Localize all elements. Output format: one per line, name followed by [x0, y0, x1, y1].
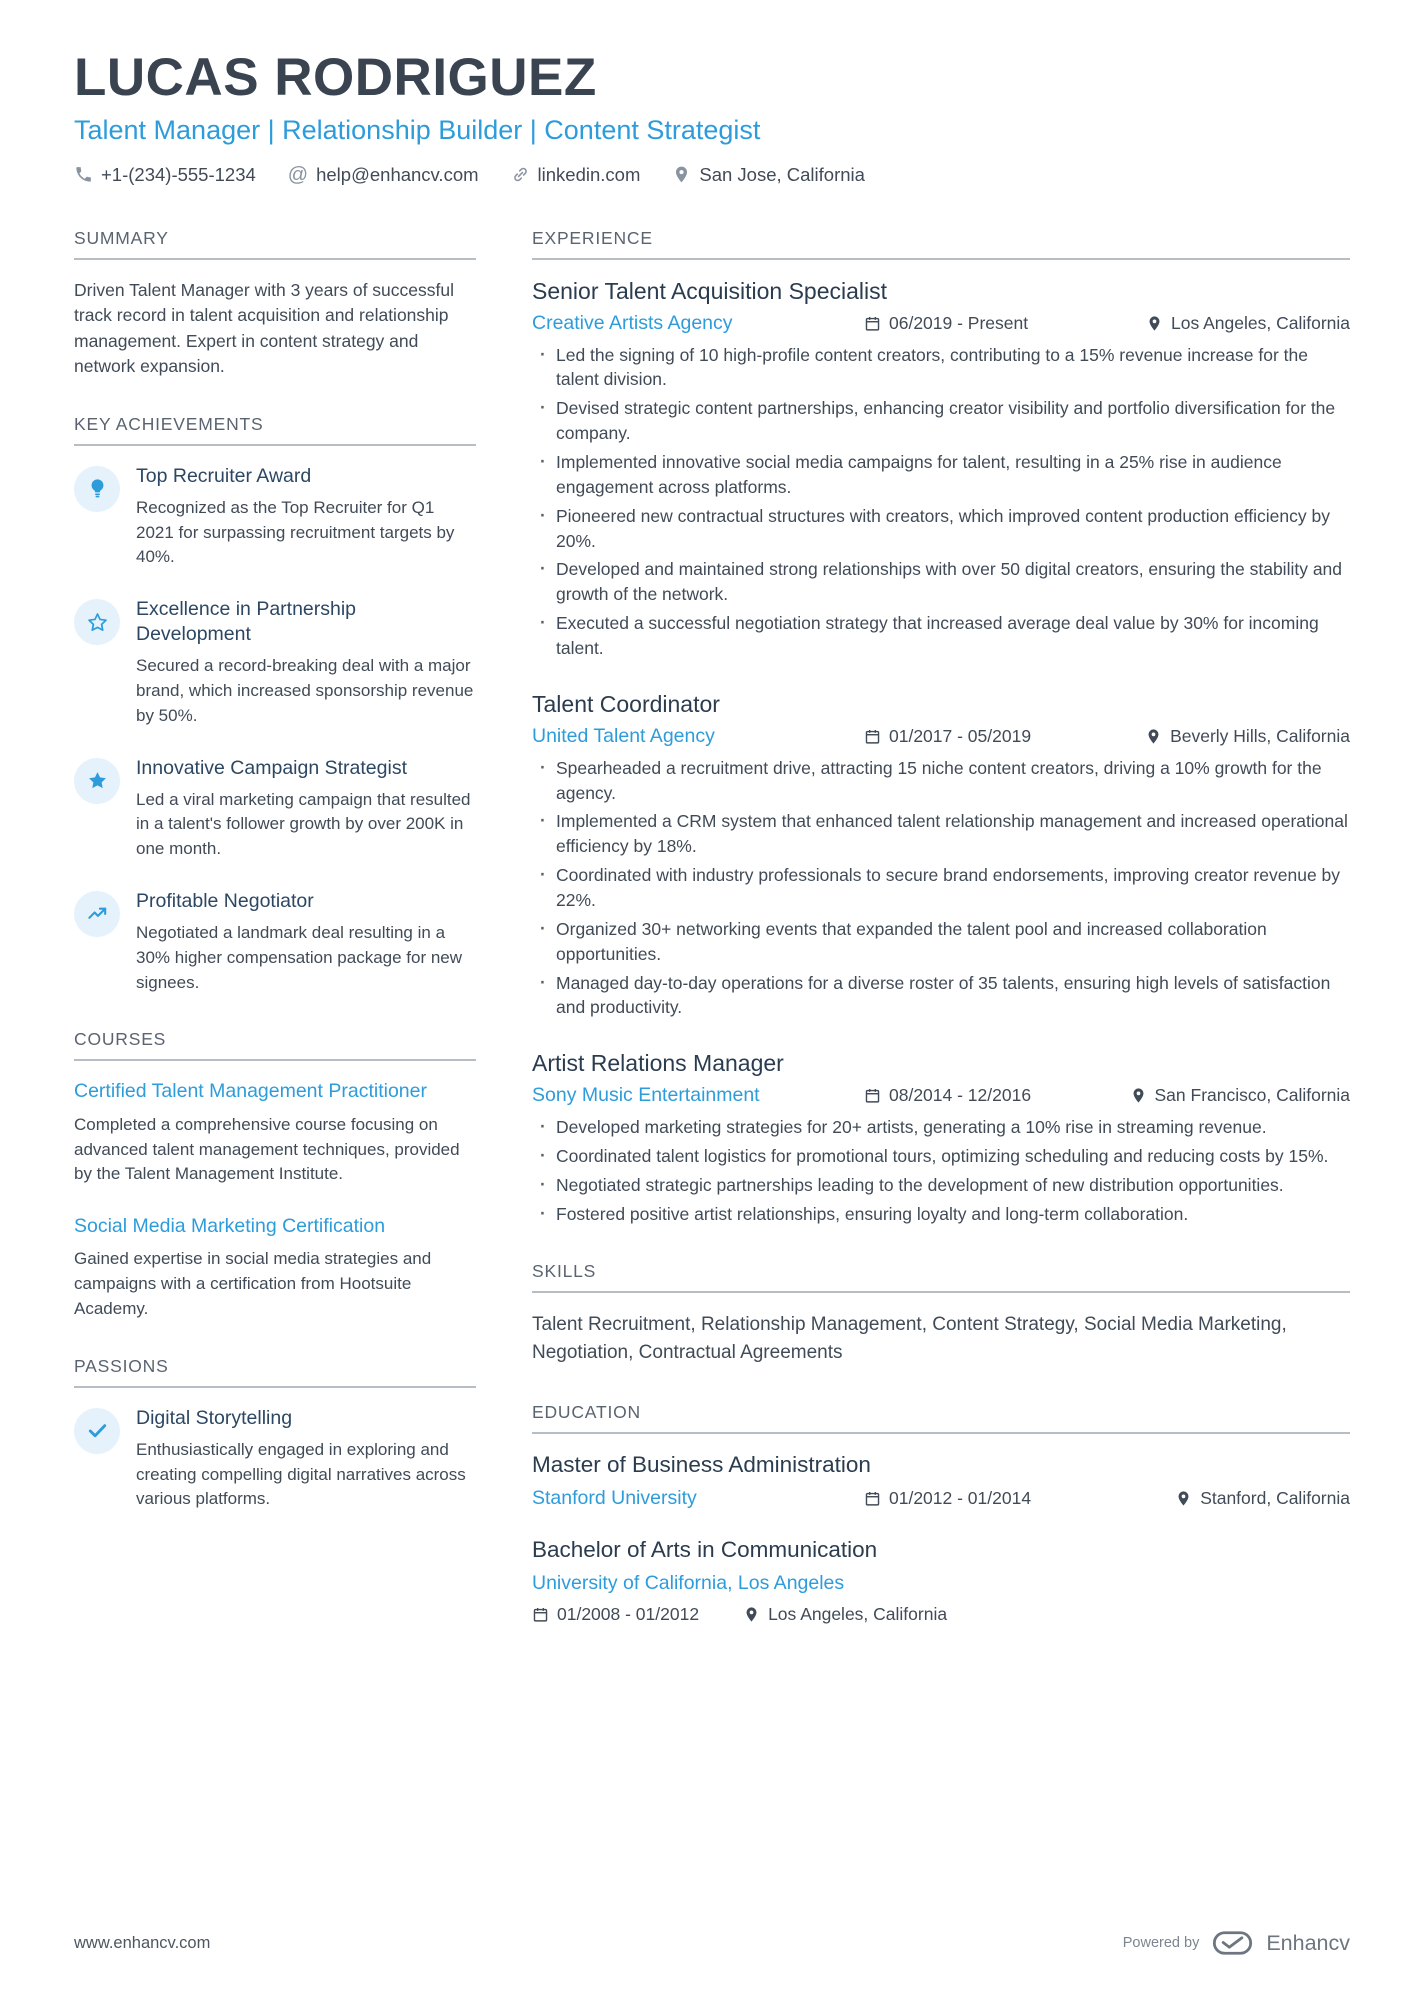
experience-section	[532, 228, 1350, 1227]
company-name: Sony Music Entertainment	[532, 1084, 760, 1107]
person-name: LUCAS RODRIGUEZ	[74, 48, 597, 107]
passion-text: Enthusiastically engaged in exploring and creating compelling digital narratives across various platforms.	[136, 1439, 466, 1509]
website-link[interactable]: www.enhancv.com	[74, 1933, 211, 1952]
job-dates-text: 06/2019 - Present	[889, 312, 1029, 333]
contact-linkedin-text[interactable]: linkedin.com	[537, 163, 641, 185]
school-name: Stanford University	[532, 1486, 697, 1509]
job-location	[1146, 313, 1350, 334]
experience-bullet: · Developed marketing strategies for 20+ artists, generating a 10% rise in streaming revenue.	[532, 1115, 1350, 1140]
key-achievements-heading: KEY ACHIEVEMENTS	[74, 414, 476, 446]
skills-section	[532, 1261, 1350, 1368]
education-section	[532, 1402, 1350, 1625]
passion-item	[74, 1406, 476, 1512]
calendar-icon	[532, 1606, 549, 1623]
experience-bullet: · Coordinated with industry professionals to secure brand endorsements, improving creator revenue by 22%.	[532, 863, 1350, 913]
job-entry	[532, 278, 1350, 661]
achievement-item	[74, 889, 476, 995]
achievement-body	[136, 597, 476, 728]
achievement-title: Excellence in Partnership Development	[136, 598, 357, 646]
achievement-item	[74, 464, 476, 570]
star-outline-icon	[74, 599, 120, 645]
contact-row	[74, 164, 1350, 186]
education-location-text: Stanford, California	[1200, 1487, 1350, 1508]
location-icon	[1146, 315, 1163, 332]
content-columns	[74, 228, 1350, 1659]
job-dates	[864, 313, 1146, 334]
calendar-icon	[864, 1087, 881, 1104]
education-location	[743, 1604, 947, 1625]
calendar-icon	[864, 728, 881, 745]
location-icon	[743, 1606, 760, 1623]
phone-icon	[74, 165, 93, 184]
experience-bullet: · Devised strategic content partnerships, enhancing creator visibility and portfolio diversification for the company.	[532, 396, 1350, 446]
tagline: Talent Manager | Relationship Builder | Content Strategist	[74, 114, 761, 145]
education-entry	[532, 1537, 1350, 1625]
experience-bullet: · Coordinated talent logistics for promotional tours, optimizing scheduling and reducing costs by 15%.	[532, 1144, 1350, 1169]
contact-phone	[74, 164, 256, 186]
education-meta-row	[532, 1487, 1350, 1510]
trending-up-icon	[74, 891, 120, 937]
contact-location-text: San Jose, California	[699, 163, 865, 185]
passions-section	[74, 1356, 476, 1512]
achievement-title: Profitable Negotiator	[136, 889, 314, 912]
calendar-icon	[864, 315, 881, 332]
degree-title: Master of Business Administration	[532, 1451, 871, 1477]
job-entry	[532, 691, 1350, 1020]
experience-bullet: · Pioneered new contractual structures with creators, which improved content production efficiency by 20%.	[532, 504, 1350, 554]
school-name: University of California, Los Angeles	[532, 1571, 845, 1594]
degree-title: Bachelor of Arts in Communication	[532, 1536, 878, 1562]
footer	[74, 1929, 1350, 1957]
job-dates-text: 08/2014 - 12/2016	[889, 1085, 1032, 1106]
education-dates-text: 01/2008 - 01/2012	[557, 1603, 700, 1624]
lightbulb-icon	[74, 466, 120, 512]
education-entry	[532, 1452, 1350, 1510]
achievement-text: Secured a record-breaking deal with a major brand, which increased sponsorship revenue by 50%.	[136, 656, 474, 725]
education-dates-text: 01/2012 - 01/2014	[889, 1487, 1032, 1508]
job-dates	[864, 726, 1145, 747]
company-name: Creative Artists Agency	[532, 311, 733, 334]
experience-bullet: · Negotiated strategic partnerships leading to the development of new distribution opportunities.	[532, 1173, 1350, 1198]
achievement-text: Recognized as the Top Recruiter for Q1 2021 for surpassing recruitment targets by 40%.	[136, 497, 455, 567]
course-item	[74, 1214, 476, 1322]
achievement-item	[74, 756, 476, 862]
powered-by	[1123, 1929, 1350, 1957]
job-location	[1145, 726, 1350, 747]
location-icon	[1130, 1087, 1147, 1104]
email-icon: @	[287, 163, 309, 186]
job-meta-row	[532, 312, 1350, 335]
contact-location	[672, 164, 865, 186]
education-location-text: Los Angeles, California	[768, 1603, 948, 1624]
experience-bullet: · Managed day-to-day operations for a diverse roster of 35 talents, ensuring high levels of satisfaction and productivity.	[532, 971, 1350, 1021]
course-text: Completed a comprehensive course focusing on advanced talent management techniques, provided by the Talent Management Institute.	[74, 1114, 460, 1184]
passion-title: Digital Storytelling	[136, 1406, 293, 1429]
job-location-text: Los Angeles, California	[1171, 312, 1350, 333]
job-bullets	[532, 756, 1350, 1020]
course-title: Certified Talent Management Practitioner	[74, 1080, 427, 1103]
experience-bullet: · Spearheaded a recruitment drive, attracting 15 niche content creators, driving a 10% growth for the agency.	[532, 756, 1350, 806]
achievement-body	[136, 464, 476, 570]
contact-email	[288, 164, 479, 186]
job-bullets	[532, 1115, 1350, 1226]
powered-by-label: Powered by	[1122, 1935, 1200, 1951]
key-achievements-section	[74, 414, 476, 996]
passions-heading: PASSIONS	[74, 1356, 476, 1388]
job-dates	[864, 1085, 1130, 1106]
courses-section	[74, 1029, 476, 1322]
contact-email-text[interactable]: help@enhancv.com	[316, 163, 479, 185]
achievement-body	[136, 889, 476, 995]
achievement-item	[74, 597, 476, 728]
right-column	[532, 228, 1350, 1659]
location-icon	[1145, 728, 1162, 745]
job-location-text: San Francisco, California	[1154, 1085, 1350, 1106]
summary-heading: SUMMARY	[74, 228, 476, 260]
education-dates	[532, 1604, 699, 1625]
courses-heading: COURSES	[74, 1029, 476, 1061]
enhancv-brand-text: Enhancv	[1266, 1930, 1350, 1955]
achievement-text: Led a viral marketing campaign that resulted in a talent's follower growth by over 200K in one month.	[136, 789, 471, 859]
achievement-body	[136, 756, 476, 862]
passion-body	[136, 1406, 476, 1512]
experience-bullet: · Developed and maintained strong relationships with over 50 digital creators, ensuring the stability and growth of the network.	[532, 557, 1350, 607]
skills-heading: SKILLS	[532, 1261, 1350, 1293]
job-meta-row	[532, 1084, 1350, 1107]
experience-bullet: · Executed a successful negotiation strategy that increased average deal value by 30% for incoming talent.	[532, 611, 1350, 661]
course-text: Gained expertise in social media strategies and campaigns with a certification from Hootsuite Academy.	[74, 1249, 432, 1319]
header	[74, 50, 1350, 186]
calendar-icon	[864, 1490, 881, 1507]
link-icon	[511, 165, 530, 184]
job-title: Talent Coordinator	[532, 690, 720, 717]
skills-text: Talent Recruitment, Relationship Management, Content Strategy, Social Media Marketing, Negotiation, Contractual Agreements	[532, 1313, 1287, 1364]
achievement-title: Top Recruiter Award	[136, 464, 312, 487]
contact-phone-text[interactable]: +1-(234)-555-1234	[101, 163, 256, 185]
experience-bullet: · Fostered positive artist relationships, ensuring loyalty and long-term collaboration.	[532, 1202, 1350, 1227]
job-entry	[532, 1050, 1350, 1226]
experience-heading: EXPERIENCE	[532, 228, 1350, 260]
achievement-title: Innovative Campaign Strategist	[136, 756, 407, 779]
job-meta-row	[532, 725, 1350, 748]
course-title: Social Media Marketing Certification	[74, 1215, 386, 1238]
check-icon	[74, 1408, 120, 1454]
course-item	[74, 1079, 476, 1187]
job-location-text: Beverly Hills, California	[1170, 725, 1350, 746]
experience-bullet: · Led the signing of 10 high-profile content creators, contributing to a 15% revenue increase for the talent division.	[532, 343, 1350, 393]
experience-bullet: · Implemented a CRM system that enhanced talent relationship management and increased operational efficiency by 18%.	[532, 809, 1350, 859]
job-bullets	[532, 343, 1350, 661]
enhancv-logo-icon	[1212, 1929, 1253, 1957]
company-name: United Talent Agency	[532, 724, 715, 747]
education-heading: EDUCATION	[532, 1402, 1350, 1434]
experience-bullet: · Implemented innovative social media campaigns for talent, resulting in a 25% rise in audience engagement across platforms.	[532, 450, 1350, 500]
achievement-text: Negotiated a landmark deal resulting in a 30% higher compensation package for new signees.	[136, 922, 463, 992]
location-icon	[672, 165, 691, 184]
contact-linkedin	[511, 164, 641, 186]
job-dates-text: 01/2017 - 05/2019	[889, 725, 1032, 746]
summary-text: Driven Talent Manager with 3 years of successful track record in talent acquisition and relationship management. Expert in content strategy and network expansion.	[74, 279, 454, 377]
job-location	[1130, 1085, 1351, 1106]
job-title: Senior Talent Acquisition Specialist	[532, 277, 888, 304]
left-column	[74, 228, 476, 1659]
experience-bullet: · Organized 30+ networking events that expanded the talent pool and increased collaboration opportunities.	[532, 917, 1350, 967]
education-meta-row	[532, 1604, 1350, 1625]
location-icon	[1175, 1490, 1192, 1507]
education-dates	[864, 1488, 1175, 1509]
summary-section	[74, 228, 476, 380]
star-icon	[74, 758, 120, 804]
education-location	[1175, 1488, 1350, 1509]
job-title: Artist Relations Manager	[532, 1050, 784, 1077]
